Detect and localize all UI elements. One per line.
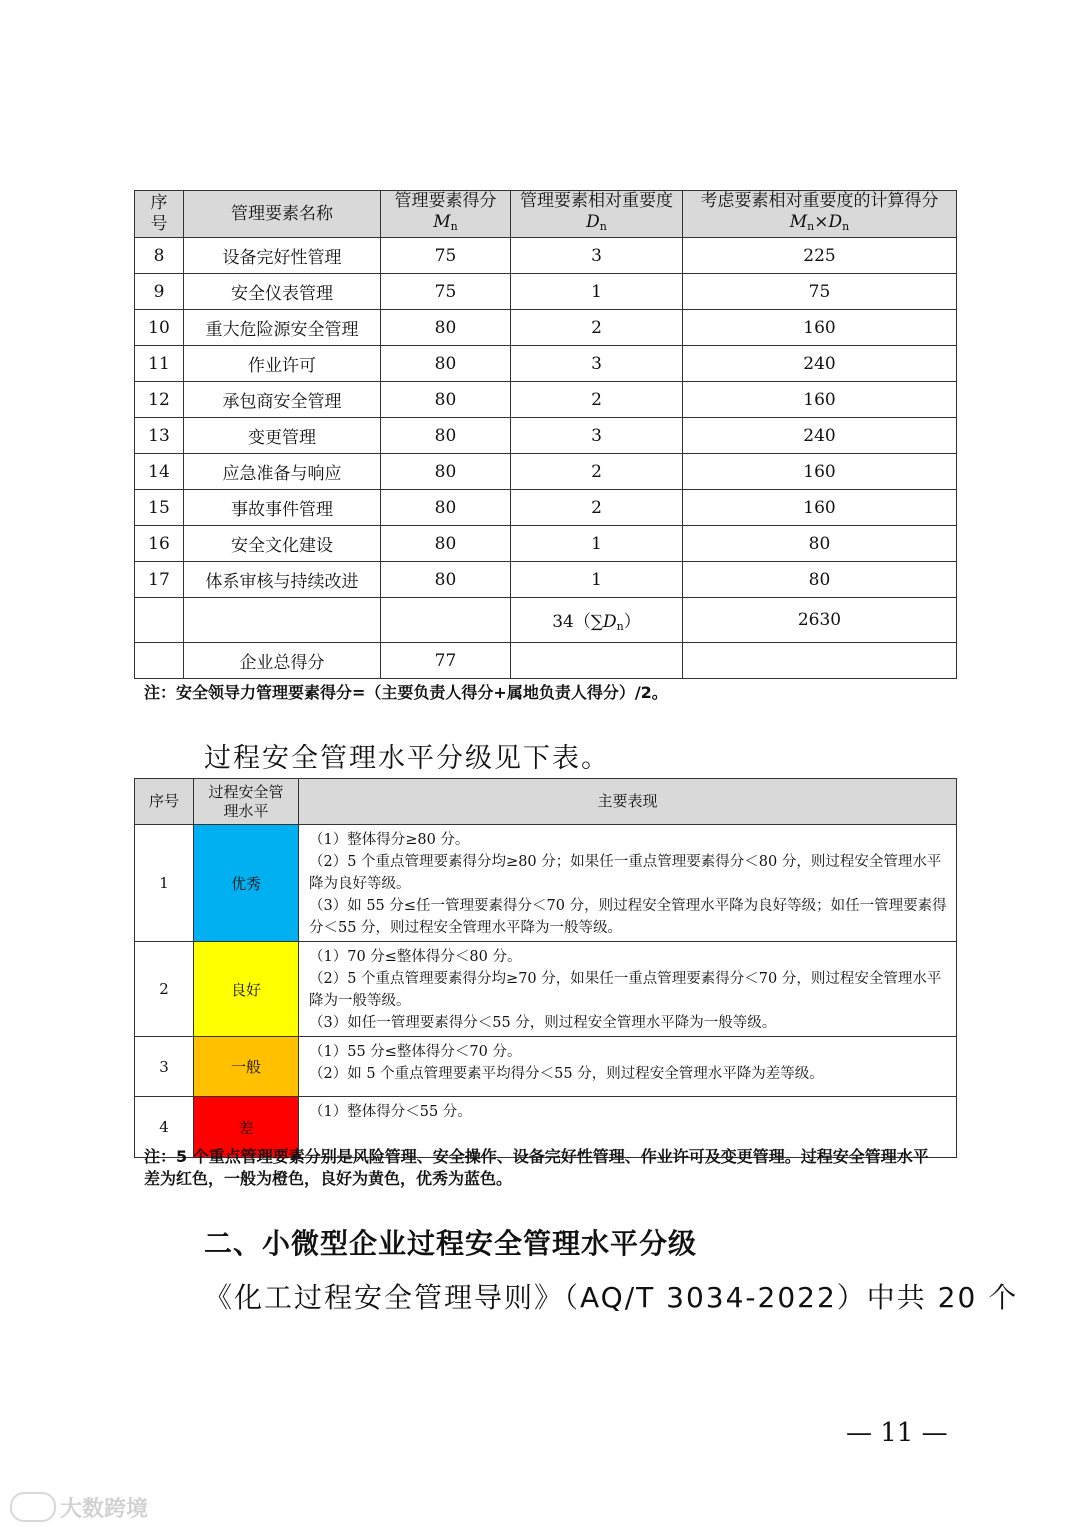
cell-weight: 3 bbox=[511, 418, 683, 454]
cell-seq: 1 bbox=[135, 825, 194, 942]
table-row bbox=[135, 274, 957, 310]
cell-seq: 4 bbox=[135, 1097, 194, 1158]
cell-calc: 80 bbox=[683, 562, 957, 598]
header-calc-sub-m: n bbox=[807, 220, 815, 233]
cell-name: 事故事件管理 bbox=[184, 490, 381, 526]
cell-score: 80 bbox=[381, 454, 511, 490]
watermark bbox=[10, 1492, 148, 1523]
sum-weight-post: ） bbox=[623, 612, 641, 632]
table-row bbox=[135, 1037, 957, 1097]
table-row bbox=[135, 382, 957, 418]
cell-desc bbox=[299, 942, 957, 1037]
intro-paragraph: 过程安全管理水平分级见下表。 bbox=[204, 743, 610, 774]
table-row bbox=[135, 526, 957, 562]
cell-name: 承包商安全管理 bbox=[184, 382, 381, 418]
table-row bbox=[135, 825, 957, 942]
cell-name: 安全文化建设 bbox=[184, 526, 381, 562]
element-score-table bbox=[134, 190, 957, 679]
table-row bbox=[135, 418, 957, 454]
sum-calc: 2630 bbox=[683, 598, 957, 643]
header-score bbox=[381, 191, 511, 238]
cell-seq: 14 bbox=[135, 454, 184, 490]
cell-score: 80 bbox=[381, 382, 511, 418]
header-weight-text: 管理要素相对重要度 bbox=[520, 191, 673, 211]
table-header-row bbox=[135, 779, 957, 825]
header-score-var: M bbox=[433, 212, 451, 232]
table2-note: 注：5 个重点管理要素分别是风险管理、安全操作、设备完好性管理、作业许可及变更管理。过程安全管理水平差为红色，一般为橙色，良好为黄色，优秀为蓝色。 bbox=[144, 1147, 929, 1188]
cell-seq: 11 bbox=[135, 346, 184, 382]
table-row bbox=[135, 346, 957, 382]
cell-seq: 12 bbox=[135, 382, 184, 418]
cell-calc: 75 bbox=[683, 274, 957, 310]
cell-seq: 3 bbox=[135, 1037, 194, 1097]
sum-weight-var: D bbox=[603, 612, 617, 632]
desc-line: （1）整体得分≥80 分。 bbox=[309, 832, 470, 848]
cell-level: 一般 bbox=[194, 1037, 299, 1097]
table-row bbox=[135, 238, 957, 274]
table-row bbox=[135, 310, 957, 346]
cell-score: 80 bbox=[381, 526, 511, 562]
cell-seq: 8 bbox=[135, 238, 184, 274]
watermark-logo-icon bbox=[10, 1492, 56, 1522]
sum-name bbox=[184, 598, 381, 643]
desc-line: （2）5 个重点管理要素得分均≥70 分，如果任一重点管理要素得分＜70 分，则过程安全管理水平降为一般等级。 bbox=[309, 971, 942, 1009]
header-calc bbox=[683, 191, 957, 238]
cell-weight: 1 bbox=[511, 562, 683, 598]
cell-level: 差 bbox=[194, 1097, 299, 1158]
cell-desc bbox=[299, 1037, 957, 1097]
cell-calc: 160 bbox=[683, 454, 957, 490]
total-calc bbox=[683, 643, 957, 679]
cell-level: 良好 bbox=[194, 942, 299, 1037]
level-grading-table bbox=[134, 778, 957, 1158]
cell-weight: 2 bbox=[511, 382, 683, 418]
desc-line: （3）如任一管理要素得分＜55 分，则过程安全管理水平降为一般等级。 bbox=[309, 1015, 777, 1031]
header-seq: 序号 bbox=[135, 191, 184, 238]
header-calc-var-m: M bbox=[789, 212, 808, 232]
desc-line: （1）70 分≤整体得分＜80 分。 bbox=[309, 949, 522, 965]
sum-weight-pre: 34（∑ bbox=[552, 612, 604, 632]
cell-calc: 160 bbox=[683, 490, 957, 526]
header-weight-sub: n bbox=[599, 220, 607, 233]
cell-score: 80 bbox=[381, 346, 511, 382]
header-calc-text: 考虑要素相对重要度的计算得分 bbox=[700, 191, 939, 211]
cell-level: 优秀 bbox=[194, 825, 299, 942]
header-weight bbox=[511, 191, 683, 238]
cell-score: 80 bbox=[381, 418, 511, 454]
header-calc-var-d: D bbox=[828, 212, 843, 232]
desc-line: （1）整体得分＜55 分。 bbox=[309, 1104, 472, 1120]
header-weight-var: D bbox=[586, 212, 600, 232]
header-score-sub: n bbox=[450, 220, 458, 233]
total-label: 企业总得分 bbox=[184, 643, 381, 679]
sum-weight bbox=[511, 598, 683, 643]
cell-calc: 80 bbox=[683, 526, 957, 562]
header-desc: 主要表现 bbox=[299, 779, 957, 825]
sum-weight-sub: n bbox=[616, 620, 624, 633]
cell-name: 作业许可 bbox=[184, 346, 381, 382]
cell-weight: 3 bbox=[511, 346, 683, 382]
watermark-text: 大数跨境 bbox=[60, 1497, 149, 1522]
total-row bbox=[135, 643, 957, 679]
cell-name: 安全仪表管理 bbox=[184, 274, 381, 310]
cell-name: 变更管理 bbox=[184, 418, 381, 454]
cell-weight: 1 bbox=[511, 526, 683, 562]
table-header-row bbox=[135, 191, 957, 238]
table1-note: 注：安全领导力管理要素得分=（主要负责人得分+属地负责人得分）/2。 bbox=[144, 683, 668, 702]
cell-name: 重大危险源安全管理 bbox=[184, 310, 381, 346]
total-seq bbox=[135, 643, 184, 679]
cell-calc: 160 bbox=[683, 382, 957, 418]
table-row bbox=[135, 562, 957, 598]
cell-seq: 13 bbox=[135, 418, 184, 454]
header-calc-times: × bbox=[814, 212, 829, 232]
desc-line: （1）55 分≤整体得分＜70 分。 bbox=[309, 1044, 522, 1060]
page-number: — 11 — bbox=[846, 1418, 948, 1448]
cell-seq: 9 bbox=[135, 274, 184, 310]
cell-calc: 225 bbox=[683, 238, 957, 274]
cell-score: 80 bbox=[381, 310, 511, 346]
header-score-text: 管理要素得分 bbox=[394, 191, 497, 211]
cell-seq: 2 bbox=[135, 942, 194, 1037]
desc-line: （2）5 个重点管理要素得分均≥80 分；如果任一重点管理要素得分＜80 分，则过程安全管理水平降为良好等级。 bbox=[309, 854, 942, 892]
total-weight bbox=[511, 643, 683, 679]
desc-line: （2）如 5 个重点管理要素平均得分＜55 分，则过程安全管理水平降为差等级。 bbox=[309, 1066, 824, 1082]
cell-name: 体系审核与持续改进 bbox=[184, 562, 381, 598]
cell-score: 75 bbox=[381, 274, 511, 310]
cell-seq: 17 bbox=[135, 562, 184, 598]
cell-weight: 3 bbox=[511, 238, 683, 274]
cell-score: 75 bbox=[381, 238, 511, 274]
cell-seq: 10 bbox=[135, 310, 184, 346]
sum-row bbox=[135, 598, 957, 643]
header-level: 过程安全管理水平 bbox=[194, 779, 299, 825]
cell-name: 设备完好性管理 bbox=[184, 238, 381, 274]
header-name: 管理要素名称 bbox=[184, 191, 381, 238]
sum-score bbox=[381, 598, 511, 643]
table-row bbox=[135, 490, 957, 526]
cell-seq: 16 bbox=[135, 526, 184, 562]
cell-score: 80 bbox=[381, 562, 511, 598]
cell-weight: 2 bbox=[511, 454, 683, 490]
cell-calc: 240 bbox=[683, 418, 957, 454]
cell-weight: 2 bbox=[511, 310, 683, 346]
total-score: 77 bbox=[381, 643, 511, 679]
header-seq: 序号 bbox=[135, 779, 194, 825]
cell-calc: 240 bbox=[683, 346, 957, 382]
table-row bbox=[135, 942, 957, 1037]
sum-seq bbox=[135, 598, 184, 643]
table-row bbox=[135, 454, 957, 490]
cell-weight: 2 bbox=[511, 490, 683, 526]
cell-score: 80 bbox=[381, 490, 511, 526]
desc-line: （3）如 55 分≤任一管理要素得分＜70 分，则过程安全管理水平降为良好等级；如任一管理要素得分＜55 分，则过程安全管理水平降为一般等级。 bbox=[309, 898, 947, 936]
cell-weight: 1 bbox=[511, 274, 683, 310]
cell-desc bbox=[299, 825, 957, 942]
cell-seq: 15 bbox=[135, 490, 184, 526]
body-paragraph: 《化工过程安全管理导则》（AQ/T 3034-2022）中共 20 个 bbox=[204, 1281, 1019, 1314]
cell-name: 应急准备与响应 bbox=[184, 454, 381, 490]
cell-calc: 160 bbox=[683, 310, 957, 346]
header-calc-sub-d: n bbox=[842, 220, 850, 233]
section-heading: 二、小微型企业过程安全管理水平分级 bbox=[204, 1227, 698, 1260]
